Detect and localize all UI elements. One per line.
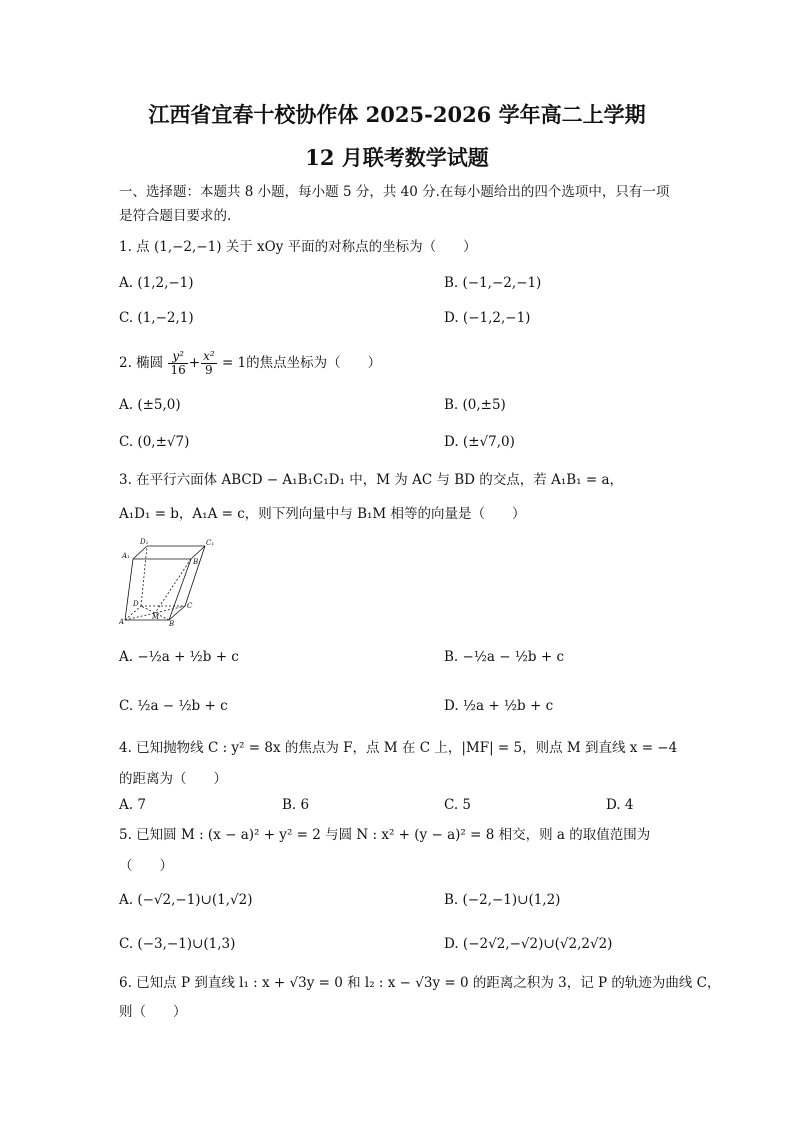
label-d: D bbox=[133, 600, 139, 608]
question-2-option-a: A. (±5,0) bbox=[119, 397, 181, 413]
exam-title-line2: 12 月联考数学试题 bbox=[305, 145, 489, 170]
label-b: B bbox=[169, 620, 175, 626]
question-4-option-c: C. 5 bbox=[444, 797, 472, 813]
question-5-stem-line2: （ ） bbox=[119, 858, 173, 874]
question-4-option-d: D. 4 bbox=[606, 797, 634, 813]
question-3-option-c: C. ½a − ½b + c bbox=[119, 698, 228, 714]
question-5-option-b: B. (−2,−1)∪(1,2) bbox=[444, 892, 561, 908]
label-m: M bbox=[152, 613, 160, 621]
section-intro-line2: 是符合题目要求的. bbox=[119, 208, 232, 224]
question-5-option-a: A. (−√2,−1)∪(1,√2) bbox=[119, 892, 253, 908]
question-5-stem-line1: 5. 已知圆 M : (x − a)² + y² = 2 与圆 N : x² + (y − a)² = 8 相交，则 a 的取值范围为 bbox=[119, 827, 651, 843]
question-4-option-a: A. 7 bbox=[119, 797, 146, 813]
label-c: C bbox=[187, 602, 193, 610]
question-2-stem: 2. 椭圆 $\frac{\text{y²}}{16}$ + $\frac{\text{x²}}{9}$ = 1的焦点坐标为（ ） bbox=[119, 349, 382, 377]
question-6-stem-line1: 6. 已知点 P 到直线 l₁ : x + √3y = 0 和 l₂ : x − √3y = 0 的距离之积为 3，记 P 的轨迹为曲线 C， bbox=[119, 975, 721, 991]
question-5-option-d: D. (−2√2,−√2)∪(√2,2√2) bbox=[444, 936, 613, 952]
question-2-option-d: D. (±√7,0) bbox=[444, 434, 515, 450]
question-2-option-b: B. (0,±5) bbox=[444, 397, 506, 413]
label-b1: B₁ bbox=[193, 558, 201, 566]
question-2-option-c: C. (0,±√7) bbox=[119, 434, 190, 450]
question-1-stem: 1. 点 (1,−2,−1) 关于 xOy 平面的对称点的坐标为（ ） bbox=[119, 239, 477, 255]
label-a1: A₁ bbox=[122, 552, 130, 560]
question-6-stem-line2: 则（ ） bbox=[119, 1004, 187, 1020]
question-2-stem-prefix: 2. 椭圆 bbox=[119, 355, 164, 371]
question-3-option-d: D. ½a + ½b + c bbox=[444, 698, 554, 714]
question-5-option-c: C. (−3,−1)∪(1,3) bbox=[119, 936, 236, 952]
question-1-option-b: B. (−1,−2,−1) bbox=[444, 275, 542, 291]
ellipse-fraction-x: $\frac{\text{x²}}{9}$ bbox=[203, 349, 215, 377]
question-4-stem-line1: 4. 已知抛物线 C : y² = 8x 的焦点为 F，点 M 在 C 上，|MF| = 5，则点 M 到直线 x = −4 bbox=[119, 740, 678, 756]
question-3-option-a: A. −½a + ½b + c bbox=[119, 649, 239, 665]
edge-dd1 bbox=[141, 546, 147, 606]
label-c1: C₁ bbox=[206, 539, 215, 547]
question-2-stem-suffix: = 1的焦点坐标为（ ） bbox=[221, 355, 382, 371]
parallelepiped-figure bbox=[119, 536, 219, 626]
edge-a1d1 bbox=[133, 546, 147, 559]
question-3-stem-line2: A₁D₁ = b，A₁A = c，则下列向量中与 B₁M 相等的向量是（ ） bbox=[119, 506, 526, 522]
question-1-option-c: C. (1,−2,1) bbox=[119, 310, 194, 326]
label-d1: D₁ bbox=[140, 538, 149, 546]
question-1-option-d: D. (−1,2,−1) bbox=[444, 310, 531, 326]
question-4-stem-line2: 的距离为（ ） bbox=[119, 771, 227, 787]
exam-title-line1: 江西省宜春十校协作体 2025-2026 学年高二上学期 bbox=[148, 102, 646, 127]
section-intro-line1: 一、选择题：本题共 8 小题，每小题 5 分，共 40 分.在每小题给出的四个选项中，只有一项 bbox=[119, 184, 670, 200]
question-1-option-a: A. (1,2,−1) bbox=[119, 275, 194, 291]
question-3-stem-line1: 3. 在平行六面体 ABCD − A₁B₁C₁D₁ 中，M 为 AC 与 BD 的交点，若 A₁B₁ = a， bbox=[119, 472, 624, 488]
question-4-option-b: B. 6 bbox=[282, 797, 310, 813]
label-a: A bbox=[119, 618, 125, 626]
question-3-option-b: B. −½a − ½b + c bbox=[444, 649, 565, 665]
ellipse-fraction-y: $\frac{\text{y²}}{16}$ bbox=[170, 349, 186, 377]
edge-aa1 bbox=[125, 559, 133, 620]
